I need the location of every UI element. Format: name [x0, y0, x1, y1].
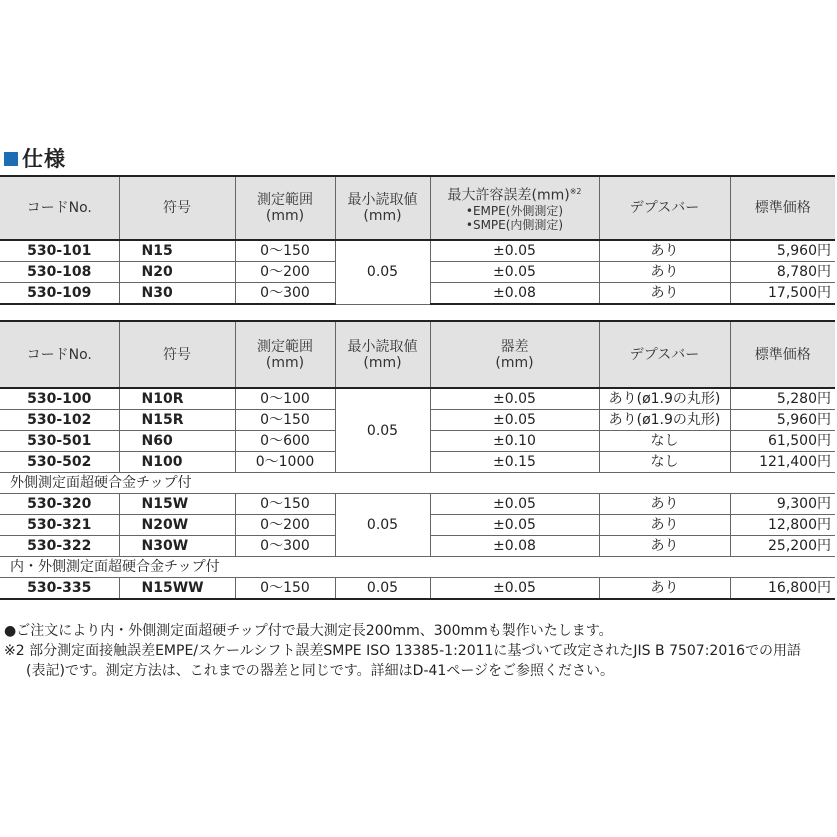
row-range: 0〜200 — [235, 515, 335, 536]
row-code: 530-100 — [0, 388, 119, 410]
row-range: 0〜150 — [235, 240, 335, 262]
header-resolution-label: 最小読取値 — [347, 338, 418, 355]
row-error: ±0.05 — [430, 240, 599, 262]
section-label-carbide-outer: 外側測定面超硬合金チップ付 — [0, 473, 835, 494]
header-error-title: 最大許容誤差(mm) — [447, 187, 570, 204]
header-resolution-label: 最小読取値 — [347, 192, 418, 208]
row-symbol: N10R — [119, 388, 235, 410]
header-price: 標準価格 — [730, 177, 835, 240]
row-error: ±0.05 — [430, 410, 599, 431]
row-symbol: N15W — [119, 494, 235, 515]
row-range: 0〜300 — [235, 283, 335, 305]
table-row — [0, 578, 835, 600]
row-error: ±0.05 — [430, 388, 599, 410]
row-range: 0〜150 — [235, 494, 335, 515]
row-price: 25,200円 — [730, 536, 835, 557]
row-error: ±0.08 — [430, 536, 599, 557]
row-range: 0〜100 — [235, 388, 335, 410]
section-label-row — [0, 473, 835, 494]
header-range — [235, 177, 335, 240]
header-range-unit: (mm) — [265, 354, 305, 371]
row-error: ±0.15 — [430, 452, 599, 473]
header-error-empe: •EMPE(外側測定) — [465, 203, 564, 218]
row-range: 0〜150 — [235, 578, 335, 600]
header-symbol: 符号 — [119, 177, 235, 240]
row-depth: あり — [599, 283, 730, 305]
row-error: ±0.05 — [430, 578, 599, 600]
row-error: ±0.05 — [430, 262, 599, 283]
row-depth: あり — [599, 240, 730, 262]
header-range-label: 測定範囲 — [257, 338, 313, 355]
row-code: 530-320 — [0, 494, 119, 515]
header-error-note: ※2 — [569, 187, 582, 197]
row-price: 5,960円 — [730, 410, 835, 431]
header-error-smpe: •SMPE(内側測定) — [465, 217, 564, 232]
header-error-unit: (mm) — [495, 354, 534, 371]
row-price: 121,400円 — [730, 452, 835, 473]
row-symbol: N15WW — [119, 578, 235, 600]
header-range — [235, 322, 335, 388]
row-symbol: N100 — [119, 452, 235, 473]
row-symbol: N60 — [119, 431, 235, 452]
row-depth: あり — [599, 536, 730, 557]
header-range-unit: (mm) — [265, 208, 305, 224]
spec-table-1 — [0, 177, 835, 305]
row-depth: なし — [599, 452, 730, 473]
row-range: 0〜600 — [235, 431, 335, 452]
row-range: 0〜150 — [235, 410, 335, 431]
header-resolution-unit: (mm) — [363, 354, 402, 371]
row-code: 530-335 — [0, 578, 119, 600]
blue-square-icon — [4, 152, 18, 166]
header-error — [430, 177, 599, 240]
header-price: 標準価格 — [730, 322, 835, 388]
header-depth: デプスバー — [599, 322, 730, 388]
row-price: 16,800円 — [730, 578, 835, 600]
row-range: 0〜300 — [235, 536, 335, 557]
row-symbol: N30W — [119, 536, 235, 557]
row-depth: あり — [599, 494, 730, 515]
row-range: 0〜1000 — [235, 452, 335, 473]
section-title-text: 仕様 — [22, 147, 66, 171]
header-resolution — [335, 177, 430, 240]
row-symbol: N20W — [119, 515, 235, 536]
row-price: 61,500円 — [730, 431, 835, 452]
row-resolution: 0.05 — [335, 578, 430, 600]
row-price: 17,500円 — [730, 283, 835, 305]
row-price: 5,960円 — [730, 240, 835, 262]
row-error: ±0.08 — [430, 283, 599, 305]
note-terminology: ※2 部分測定面接触誤差EMPE/スケールシフト誤差SMPE ISO 13385-1:2011に基づいて改定されたJIS B 7507:2016での用語 — [4, 643, 802, 659]
row-symbol: N15R — [119, 410, 235, 431]
row-code: 530-321 — [0, 515, 119, 536]
row-range: 0〜200 — [235, 262, 335, 283]
note-terminology-cont: (表記)です。測定方法は、これまでの器差と同じです。詳細はD-41ページをご参照ください。 — [26, 663, 615, 679]
header-range-label: 測定範囲 — [257, 192, 313, 208]
footnotes — [4, 621, 834, 681]
table-row — [0, 494, 835, 515]
header-resolution — [335, 322, 430, 388]
row-depth: あり — [599, 578, 730, 600]
row-error: ±0.10 — [430, 431, 599, 452]
header-error — [430, 322, 599, 388]
row-depth: あり(ø1.9の丸形) — [599, 388, 730, 410]
section-label-carbide-inner-outer: 内・外側測定面超硬合金チップ付 — [0, 557, 835, 578]
table-row — [0, 388, 835, 410]
row-code: 530-102 — [0, 410, 119, 431]
header-code: コードNo. — [0, 177, 119, 240]
row-price: 9,300円 — [730, 494, 835, 515]
row-resolution: 0.05 — [335, 240, 430, 304]
header-depth: デプスバー — [599, 177, 730, 240]
header-code: コードNo. — [0, 322, 119, 388]
header-symbol: 符号 — [119, 322, 235, 388]
row-code: 530-502 — [0, 452, 119, 473]
row-error: ±0.05 — [430, 515, 599, 536]
header-resolution-unit: (mm) — [363, 208, 402, 224]
spec-table-2 — [0, 322, 835, 600]
row-price: 5,280円 — [730, 388, 835, 410]
row-depth: なし — [599, 431, 730, 452]
row-resolution: 0.05 — [335, 494, 430, 557]
row-code: 530-501 — [0, 431, 119, 452]
section-label-row — [0, 557, 835, 578]
row-price: 8,780円 — [730, 262, 835, 283]
row-symbol: N20 — [119, 262, 235, 283]
note-order: ●ご注文により内・外側測定面超硬チップ付で最大測定長200mm、300mmも製作いたします。 — [4, 623, 613, 639]
row-depth: あり — [599, 262, 730, 283]
header-error-label: 器差 — [500, 338, 529, 355]
row-price: 12,800円 — [730, 515, 835, 536]
table-row — [0, 240, 835, 262]
row-depth: あり(ø1.9の丸形) — [599, 410, 730, 431]
row-code: 530-322 — [0, 536, 119, 557]
row-code: 530-101 — [0, 240, 119, 262]
row-error: ±0.05 — [430, 494, 599, 515]
row-symbol: N15 — [119, 240, 235, 262]
row-symbol: N30 — [119, 283, 235, 305]
section-title — [4, 143, 66, 173]
row-code: 530-109 — [0, 283, 119, 305]
row-depth: あり — [599, 515, 730, 536]
row-code: 530-108 — [0, 262, 119, 283]
row-resolution: 0.05 — [335, 388, 430, 473]
